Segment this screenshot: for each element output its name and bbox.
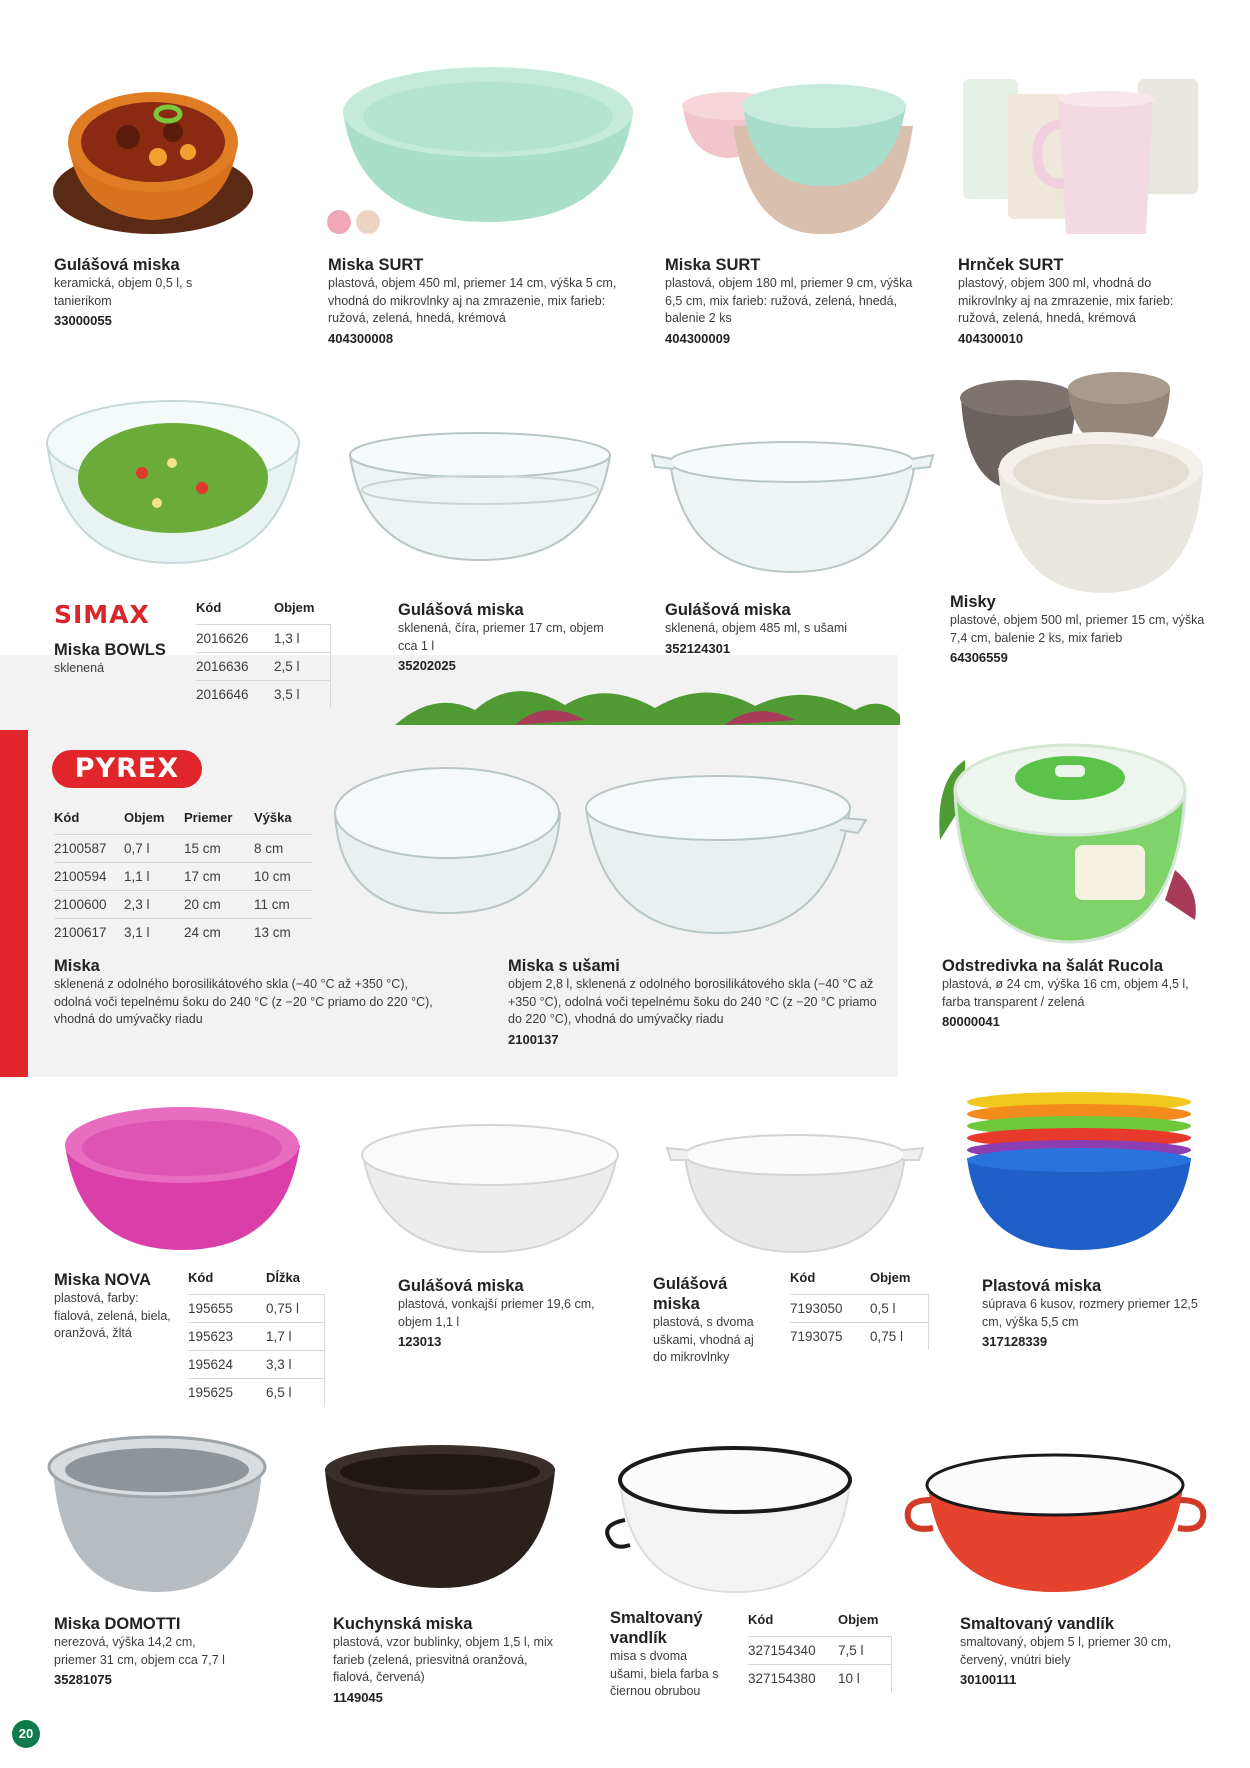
product-pyrex-eared: [508, 956, 878, 1047]
table-cell: 20 cm: [184, 891, 254, 919]
product-description: sklenená, číra, priemer 17 cm, objem cca 1 l: [398, 621, 604, 653]
table-cell: 2100594: [54, 863, 124, 891]
table-cell: 0,75 l: [266, 1295, 324, 1323]
surt-small-bowls-image: [678, 66, 918, 238]
table-cell: 0,7 l: [124, 835, 184, 863]
product-title: Gulášová miska: [665, 601, 791, 619]
product-title: Gulášová miska: [54, 256, 180, 274]
product-enamel-red: [960, 1614, 1205, 1687]
product-surt-small: [665, 255, 930, 346]
surt-bowl-image: [338, 62, 638, 227]
product-title: Miska SURT: [328, 256, 424, 274]
table-cell: 195625: [188, 1379, 266, 1407]
goulash-eared-table: [790, 1270, 929, 1350]
table-cell: 2016626: [196, 625, 274, 653]
table-cell: 327154380: [748, 1665, 838, 1693]
table-cell: 0,5 l: [870, 1295, 928, 1323]
product-surt-bowl: [328, 255, 618, 346]
product-title: Smaltovaný vandlík: [960, 1615, 1115, 1633]
table-cell: 195624: [188, 1351, 266, 1379]
table-cell: 13 cm: [254, 919, 312, 947]
product-description: plastová, vzor bublinky, objem 1,5 l, mix farieb (zelená, priesvitná oranžová, fialová, červená): [333, 1635, 554, 1684]
white-goulash-bowl-image: [355, 1120, 625, 1255]
product-description: sklenená z odolného borosilikátového skla (−40 °C až +350 °C), odolná voči tepelnému šoku do 240 °C (z −20 °C priamo do 220 °C), vhodná do umývačky riadu: [54, 977, 433, 1026]
table-cell: 1,7 l: [266, 1323, 324, 1351]
product-enamel-white: [610, 1608, 725, 1701]
product-code: 2100137: [508, 1031, 559, 1047]
product-code: 33000055: [54, 313, 112, 328]
table-row: [188, 1379, 324, 1407]
table-cell: 327154340: [748, 1637, 838, 1665]
table-header: Kód: [790, 1270, 816, 1285]
misky-image: [958, 368, 1208, 598]
table-cell: 3,3 l: [266, 1351, 324, 1379]
table-header: Kód: [748, 1612, 774, 1627]
product-title: Miska: [54, 957, 100, 975]
enamel-red-bowl-image: [903, 1440, 1208, 1595]
product-description: plastová, objem 450 ml, priemer 14 cm, výška 5 cm, vhodná do mikrovlnky aj na zmrazenie, mix farieb: ružová, zelená, hnedá, krémová: [328, 276, 617, 325]
product-title: Misky: [950, 593, 996, 611]
table-header: Kód: [196, 600, 222, 615]
table-cell: 2100600: [54, 891, 124, 919]
domotti-bowl-image: [45, 1432, 270, 1597]
simax-salad-bowl-image: [42, 393, 304, 568]
pyrex-bowl-image: [330, 758, 565, 918]
page-number-badge: 20: [12, 1720, 40, 1748]
product-description: smaltovaný, objem 5 l, priemer 30 cm, červený, vnútri biely: [960, 1635, 1172, 1667]
table-header: Výška: [254, 810, 292, 825]
product-description: plastová, objem 180 ml, priemer 9 cm, výška 6,5 cm, mix farieb: ružová, zelená, hnedá, balenie 2 ks: [665, 276, 913, 325]
table-cell: 1,3 l: [274, 625, 330, 653]
white-eared-bowl-image: [665, 1130, 925, 1255]
table-cell: 2100617: [54, 919, 124, 947]
table-cell: 3,5 l: [274, 681, 330, 709]
table-cell: 7,5 l: [838, 1637, 891, 1665]
product-surt-mug: [958, 255, 1208, 346]
table-cell: 2016636: [196, 653, 274, 681]
color-swatch-beige: [356, 210, 380, 234]
table-cell: 7193075: [790, 1323, 870, 1351]
product-plastic-set: [982, 1276, 1210, 1349]
glass-goulash-bowl-image: [345, 425, 615, 565]
product-title: Gulášová miska: [398, 601, 524, 619]
table-cell: 8 cm: [254, 835, 312, 863]
product-pyrex-miska: [54, 956, 434, 1029]
enamel-white-table: [748, 1612, 892, 1692]
product-description: súprava 6 kusov, rozmery priemer 12,5 cm, výška 5,5 cm: [982, 1297, 1198, 1329]
product-code: 404300009: [665, 330, 731, 346]
simax-bowls-table: [196, 600, 331, 708]
product-code: 80000041: [942, 1014, 1000, 1029]
product-code: 317128339: [982, 1334, 1048, 1349]
table-cell: 1,1 l: [124, 863, 184, 891]
product-description: plastové, objem 500 ml, priemer 15 cm, výška 7,4 cm, balenie 2 ks, mix farieb: [950, 613, 1205, 645]
product-title: Gulášová miska: [398, 1277, 524, 1295]
product-title: Miska SURT: [665, 256, 761, 274]
table-row: [790, 1323, 928, 1351]
table-header: Objem: [870, 1270, 911, 1285]
table-cell: 24 cm: [184, 919, 254, 947]
table-cell: 6,5 l: [266, 1379, 324, 1407]
table-cell: 2,5 l: [274, 653, 330, 681]
accent-bar: [0, 730, 28, 1077]
product-title: Plastová miska: [982, 1277, 1102, 1295]
table-row: [748, 1665, 891, 1693]
product-code: 35281075: [54, 1672, 112, 1687]
table-cell: 10 cm: [254, 863, 312, 891]
product-title: Miska DOMOTTI: [54, 1615, 181, 1633]
product-description: misa s dvoma ušami, biela farba s čiernou obrubou: [610, 1649, 719, 1698]
table-header: Objem: [274, 600, 315, 615]
product-description: sklenená, objem 485 ml, s ušami: [665, 621, 848, 635]
product-domotti: [54, 1614, 234, 1687]
product-title: Gulášová miska: [653, 1275, 728, 1313]
kitchen-bowl-image: [320, 1440, 560, 1590]
pyrex-eared-bowl-image: [578, 768, 868, 938]
product-salad-spinner: [942, 956, 1212, 1029]
product-title: Hrnček SURT: [958, 256, 1064, 274]
table-row: [196, 625, 330, 653]
product-title: Miska BOWLS: [54, 641, 166, 659]
pyrex-bowls-table: [54, 810, 312, 946]
table-cell: 10 l: [838, 1665, 891, 1693]
product-kitchen-bowl: [333, 1614, 558, 1705]
product-code: 404300008: [328, 330, 394, 346]
table-header: Objem: [124, 810, 165, 825]
product-simax-bowls: [54, 640, 194, 678]
table-row: [54, 835, 312, 863]
product-white-goulash-eared: [653, 1274, 768, 1367]
table-row: [188, 1323, 324, 1351]
table-row: [196, 681, 330, 709]
table-cell: 195655: [188, 1295, 266, 1323]
product-description: plastová, ø 24 cm, výška 16 cm, objem 4,5 l, farba transparent / zelená: [942, 977, 1189, 1009]
product-code: 30100111: [960, 1672, 1017, 1687]
product-goulash-ceramic: [54, 255, 244, 328]
table-header: Kód: [188, 1270, 214, 1285]
product-code: 404300010: [958, 330, 1024, 346]
table-row: [196, 653, 330, 681]
product-description: keramická, objem 0,5 l, s tanierikom: [54, 276, 193, 308]
table-header: Priemer: [184, 810, 233, 825]
product-description: plastová, farby: fialová, zelená, biela, oranžová, žltá: [54, 1291, 171, 1340]
table-cell: 15 cm: [184, 835, 254, 863]
table-cell: 7193050: [790, 1295, 870, 1323]
table-row: [54, 891, 312, 919]
table-cell: 11 cm: [254, 891, 312, 919]
product-title: Smaltovaný vandlík: [610, 1609, 703, 1647]
product-description: plastová, s dvoma uškami, vhodná aj do mikrovlnky: [653, 1315, 754, 1364]
table-header: Kód: [54, 810, 80, 825]
product-code: 123013: [398, 1334, 442, 1349]
table-cell: 17 cm: [184, 863, 254, 891]
color-swatch-pink: [327, 210, 351, 234]
product-glass-goulash-eared: [665, 600, 905, 656]
product-title: Odstredivka na šalát Rucola: [942, 957, 1164, 975]
table-header: Objem: [838, 1612, 879, 1627]
nova-table: [188, 1270, 325, 1406]
product-white-goulash: [398, 1276, 598, 1349]
product-glass-goulash: [398, 600, 623, 673]
table-row: [54, 919, 312, 947]
surt-mugs-image: [958, 74, 1208, 238]
product-description: sklenená: [54, 661, 105, 675]
product-code: 1149045: [333, 1689, 383, 1705]
glass-eared-bowl-image: [650, 437, 935, 577]
goulash-bowl-image: [48, 52, 258, 242]
product-misky: [950, 592, 1210, 665]
product-title: Miska NOVA: [54, 1271, 151, 1289]
table-cell: 2100587: [54, 835, 124, 863]
product-nova: [54, 1270, 174, 1343]
table-row: [790, 1295, 928, 1323]
table-cell: 0,75 l: [870, 1323, 928, 1351]
product-description: plastový, objem 300 ml, vhodná do mikrovlnky aj na zmrazenie, mix farieb: ružová, zelená, hnedá, krémová: [958, 276, 1174, 325]
plastic-bowl-set-image: [963, 1088, 1195, 1253]
nova-bowl-image: [60, 1100, 305, 1252]
product-description: plastová, vonkajší priemer 19,6 cm, objem 1,1 l: [398, 1297, 595, 1329]
table-row: [188, 1351, 324, 1379]
product-code: 64306559: [950, 650, 1008, 665]
table-cell: 2,3 l: [124, 891, 184, 919]
product-code: 35202025: [398, 658, 456, 673]
table-cell: 3,1 l: [124, 919, 184, 947]
table-row: [748, 1637, 891, 1665]
product-title: Miska s ušami: [508, 957, 620, 975]
table-cell: 2016646: [196, 681, 274, 709]
product-title: Kuchynská miska: [333, 1615, 473, 1633]
table-row: [188, 1295, 324, 1323]
lettuce-decoration: [395, 670, 900, 725]
salad-spinner-image: [935, 720, 1205, 950]
pyrex-logo: PYREX: [52, 750, 202, 788]
simax-logo: SIMAX: [54, 600, 150, 629]
table-row: [54, 863, 312, 891]
product-description: nerezová, výška 14,2 cm, priemer 31 cm, objem cca 7,7 l: [54, 1635, 225, 1667]
enamel-white-bowl-image: [600, 1440, 870, 1595]
product-code: 352124301: [665, 640, 731, 656]
product-description: objem 2,8 l, sklenená z odolného borosilikátového skla (−40 °C až +350 °C), odolná voči tepelnému šoku do 240 °C (z −20 °C priamo do 220 °C), vhodná do umývačky riadu: [508, 977, 877, 1026]
table-header: Dĺžka: [266, 1270, 300, 1285]
table-cell: 195623: [188, 1323, 266, 1351]
